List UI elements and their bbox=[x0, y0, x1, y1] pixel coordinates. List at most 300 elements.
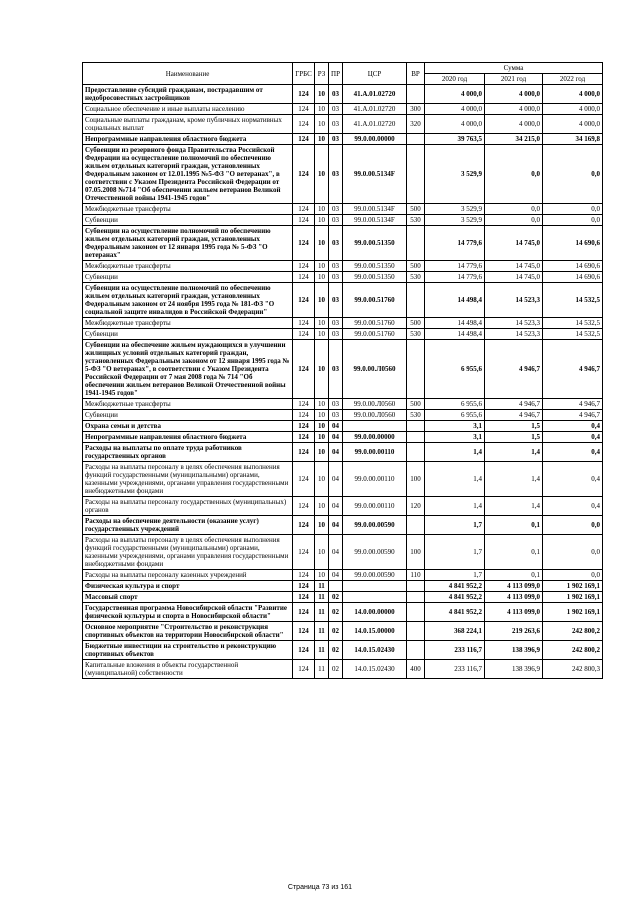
cell-sum-2022: 1 902 169,1 bbox=[543, 581, 603, 592]
cell-sum-2020: 4 000,0 bbox=[425, 115, 485, 134]
cell-vr: 530 bbox=[407, 272, 425, 283]
cell-pr: 04 bbox=[329, 421, 343, 432]
cell-sum-2020: 4 841 952,2 bbox=[425, 592, 485, 603]
header-csr: ЦСР bbox=[343, 63, 407, 85]
cell-name: Субвенции на обеспечение жильем нуждающихся в улучшении жилищных условий отдельных категорий граждан, установленных Федеральным законом от 12 января 1995 года № 5-ФЗ "О ветеранах", в соответствии с Указом Президента Российской Федерации от 7 мая 2008 года № 714 "Об обеспечении жильем ветеранов Великой Отечественной войны 1941-1945 годов" bbox=[83, 340, 293, 399]
table-row bbox=[83, 145, 603, 204]
cell-grbs: 124 bbox=[293, 516, 315, 535]
cell-sum-2022: 0,0 bbox=[543, 570, 603, 581]
cell-csr: 99.0.00.00110 bbox=[343, 443, 407, 462]
table-row bbox=[83, 603, 603, 622]
cell-sum-2021: 4 000,0 bbox=[485, 85, 543, 104]
cell-sum-2020: 233 116,7 bbox=[425, 641, 485, 660]
table-row bbox=[83, 516, 603, 535]
table-row bbox=[83, 581, 603, 592]
cell-csr: 41.А.01.02720 bbox=[343, 115, 407, 134]
cell-sum-2020: 14 779,6 bbox=[425, 226, 485, 261]
cell-csr: 99.0.00.00110 bbox=[343, 462, 407, 497]
cell-sum-2021: 4 113 099,0 bbox=[485, 592, 543, 603]
cell-name: Расходы на выплаты персоналу в целях обеспечения выполнения функций государственными (муниципальными) органами, казенными учреждениями, органами управления государственными внебюджетными фондами bbox=[83, 535, 293, 570]
cell-rz: 10 bbox=[315, 104, 329, 115]
cell-pr: 03 bbox=[329, 399, 343, 410]
cell-name: Субвенции bbox=[83, 410, 293, 421]
cell-sum-2020: 1,4 bbox=[425, 443, 485, 462]
cell-csr: 99.0.00.51350 bbox=[343, 261, 407, 272]
cell-rz: 10 bbox=[315, 204, 329, 215]
cell-sum-2020: 14 498,4 bbox=[425, 283, 485, 318]
table-row bbox=[83, 115, 603, 134]
budget-table bbox=[82, 62, 603, 679]
cell-csr: 99.0.00.51760 bbox=[343, 318, 407, 329]
cell-sum-2021: 14 745,0 bbox=[485, 272, 543, 283]
cell-grbs: 124 bbox=[293, 570, 315, 581]
table-row bbox=[83, 421, 603, 432]
cell-name: Социальные выплаты гражданам, кроме публичных нормативных социальных выплат bbox=[83, 115, 293, 134]
cell-pr: 03 bbox=[329, 329, 343, 340]
header-pr: ПР bbox=[329, 63, 343, 85]
table-row bbox=[83, 570, 603, 581]
cell-name: Охрана семьи и детства bbox=[83, 421, 293, 432]
cell-pr: 04 bbox=[329, 535, 343, 570]
cell-sum-2021: 0,1 bbox=[485, 516, 543, 535]
cell-pr: 03 bbox=[329, 134, 343, 145]
cell-rz: 10 bbox=[315, 145, 329, 204]
cell-grbs: 124 bbox=[293, 272, 315, 283]
cell-csr: 99.0.00.51350 bbox=[343, 226, 407, 261]
cell-pr: 03 bbox=[329, 283, 343, 318]
cell-rz: 10 bbox=[315, 535, 329, 570]
header-year-2022: 2022 год bbox=[543, 74, 603, 85]
cell-grbs: 124 bbox=[293, 261, 315, 272]
table-row bbox=[83, 432, 603, 443]
cell-vr: 120 bbox=[407, 497, 425, 516]
table-row bbox=[83, 134, 603, 145]
cell-vr: 100 bbox=[407, 462, 425, 497]
cell-sum-2022: 242 800,2 bbox=[543, 622, 603, 641]
cell-vr bbox=[407, 145, 425, 204]
table-row bbox=[83, 535, 603, 570]
cell-name: Расходы на выплаты персоналу казенных учреждений bbox=[83, 570, 293, 581]
cell-sum-2020: 6 955,6 bbox=[425, 340, 485, 399]
cell-csr: 41.А.01.02720 bbox=[343, 85, 407, 104]
cell-grbs: 124 bbox=[293, 104, 315, 115]
cell-vr bbox=[407, 516, 425, 535]
cell-csr: 14.0.15.02430 bbox=[343, 660, 407, 679]
cell-name: Социальное обеспечение и иные выплаты населению bbox=[83, 104, 293, 115]
cell-vr: 500 bbox=[407, 318, 425, 329]
cell-csr: 99.0.00.5134F bbox=[343, 215, 407, 226]
table-row bbox=[83, 215, 603, 226]
table-body bbox=[83, 85, 603, 679]
cell-vr bbox=[407, 85, 425, 104]
cell-rz: 10 bbox=[315, 215, 329, 226]
cell-rz: 10 bbox=[315, 329, 329, 340]
cell-sum-2020: 14 498,4 bbox=[425, 329, 485, 340]
cell-csr: 99.0.00.Л0560 bbox=[343, 340, 407, 399]
cell-sum-2022: 14 690,6 bbox=[543, 226, 603, 261]
cell-sum-2022: 0,0 bbox=[543, 204, 603, 215]
cell-name: Субвенции из резервного фонда Правительства Российской Федерации на осуществление полномочий по обеспечению жильем отдельных категорий граждан, установленных Федеральным законом от 12.01.1995 №5-ФЗ "О ветеранах", в соответствии с Указом Президента Российской Федерации от 07.05.2008 №714 "Об обеспечении жильем ветеранов Великой Отечественной войны 1941-1945 годов" bbox=[83, 145, 293, 204]
table-row bbox=[83, 283, 603, 318]
cell-grbs: 124 bbox=[293, 318, 315, 329]
cell-grbs: 124 bbox=[293, 462, 315, 497]
cell-name: Расходы на выплаты персоналу в целях обеспечения выполнения функций государственными (муниципальными) органами, казенными учреждениями, органами управления государственными внебюджетными фондами bbox=[83, 462, 293, 497]
cell-rz: 10 bbox=[315, 516, 329, 535]
cell-csr: 99.0.00.5134F bbox=[343, 145, 407, 204]
cell-sum-2022: 14 532,5 bbox=[543, 318, 603, 329]
cell-sum-2022: 14 532,5 bbox=[543, 329, 603, 340]
table-row bbox=[83, 622, 603, 641]
cell-pr: 04 bbox=[329, 462, 343, 497]
cell-sum-2022: 0,4 bbox=[543, 432, 603, 443]
cell-sum-2020: 3,1 bbox=[425, 421, 485, 432]
cell-rz: 10 bbox=[315, 115, 329, 134]
cell-grbs: 124 bbox=[293, 497, 315, 516]
cell-grbs: 124 bbox=[293, 603, 315, 622]
cell-csr: 99.0.00.00590 bbox=[343, 570, 407, 581]
cell-grbs: 124 bbox=[293, 410, 315, 421]
cell-vr: 300 bbox=[407, 104, 425, 115]
cell-pr: 03 bbox=[329, 85, 343, 104]
cell-pr: 03 bbox=[329, 272, 343, 283]
cell-rz: 10 bbox=[315, 272, 329, 283]
cell-sum-2020: 14 779,6 bbox=[425, 261, 485, 272]
cell-vr: 320 bbox=[407, 115, 425, 134]
cell-csr: 99.0.00.00590 bbox=[343, 535, 407, 570]
cell-pr: 03 bbox=[329, 226, 343, 261]
cell-sum-2021: 4 946,7 bbox=[485, 410, 543, 421]
cell-sum-2022: 4 000,0 bbox=[543, 85, 603, 104]
cell-pr: 04 bbox=[329, 570, 343, 581]
cell-grbs: 124 bbox=[293, 535, 315, 570]
cell-vr bbox=[407, 134, 425, 145]
cell-sum-2020: 14 498,4 bbox=[425, 318, 485, 329]
cell-rz: 10 bbox=[315, 318, 329, 329]
cell-vr: 530 bbox=[407, 410, 425, 421]
cell-rz: 10 bbox=[315, 432, 329, 443]
cell-pr: 03 bbox=[329, 215, 343, 226]
cell-sum-2022: 14 690,6 bbox=[543, 272, 603, 283]
cell-pr: 02 bbox=[329, 603, 343, 622]
cell-name: Капитальные вложения в объекты государственной (муниципальной) собственности bbox=[83, 660, 293, 679]
cell-sum-2022: 0,0 bbox=[543, 516, 603, 535]
cell-name: Субвенции на осуществление полномочий по обеспечению жильем отдельных категорий граждан, установленных Федеральным законом от 24 ноября 1995 года № 181-ФЗ "О социальной защите инвалидов в Российской Федерации" bbox=[83, 283, 293, 318]
cell-csr: 99.0.00.00000 bbox=[343, 134, 407, 145]
cell-pr: 03 bbox=[329, 145, 343, 204]
cell-vr bbox=[407, 622, 425, 641]
table-row bbox=[83, 660, 603, 679]
cell-rz: 11 bbox=[315, 581, 329, 592]
cell-sum-2022: 242 800,3 bbox=[543, 660, 603, 679]
cell-sum-2020: 233 116,7 bbox=[425, 660, 485, 679]
cell-grbs: 124 bbox=[293, 581, 315, 592]
table-row bbox=[83, 410, 603, 421]
cell-csr: 14.0.00.00000 bbox=[343, 603, 407, 622]
cell-vr: 110 bbox=[407, 570, 425, 581]
cell-sum-2020: 4 000,0 bbox=[425, 104, 485, 115]
cell-sum-2022: 1 902 169,1 bbox=[543, 603, 603, 622]
cell-sum-2020: 14 779,6 bbox=[425, 272, 485, 283]
cell-sum-2022: 14 532,5 bbox=[543, 283, 603, 318]
cell-sum-2022: 14 690,6 bbox=[543, 261, 603, 272]
cell-sum-2021: 4 113 099,0 bbox=[485, 581, 543, 592]
cell-pr: 03 bbox=[329, 410, 343, 421]
cell-grbs: 124 bbox=[293, 660, 315, 679]
cell-vr bbox=[407, 283, 425, 318]
cell-grbs: 124 bbox=[293, 399, 315, 410]
cell-sum-2020: 6 955,6 bbox=[425, 399, 485, 410]
cell-rz: 10 bbox=[315, 443, 329, 462]
cell-csr: 99.0.00.Л0560 bbox=[343, 399, 407, 410]
cell-csr: 14.0.15.02430 bbox=[343, 641, 407, 660]
cell-rz: 10 bbox=[315, 421, 329, 432]
cell-name: Государственная программа Новосибирской области "Развитие физической культуры и спорта в Новосибирской области" bbox=[83, 603, 293, 622]
cell-pr: 02 bbox=[329, 622, 343, 641]
cell-sum-2020: 1,4 bbox=[425, 462, 485, 497]
cell-vr bbox=[407, 603, 425, 622]
cell-sum-2021: 14 745,0 bbox=[485, 226, 543, 261]
cell-rz: 11 bbox=[315, 622, 329, 641]
cell-rz: 10 bbox=[315, 283, 329, 318]
cell-grbs: 124 bbox=[293, 215, 315, 226]
cell-grbs: 124 bbox=[293, 283, 315, 318]
cell-vr bbox=[407, 432, 425, 443]
cell-vr bbox=[407, 340, 425, 399]
header-year-2020: 2020 год bbox=[425, 74, 485, 85]
cell-sum-2021: 1,4 bbox=[485, 443, 543, 462]
header-year-2021: 2021 год bbox=[485, 74, 543, 85]
cell-grbs: 124 bbox=[293, 204, 315, 215]
cell-pr: 04 bbox=[329, 432, 343, 443]
cell-vr bbox=[407, 592, 425, 603]
cell-vr: 500 bbox=[407, 204, 425, 215]
cell-pr: 02 bbox=[329, 592, 343, 603]
cell-grbs: 124 bbox=[293, 641, 315, 660]
cell-rz: 10 bbox=[315, 497, 329, 516]
cell-sum-2021: 0,0 bbox=[485, 215, 543, 226]
table-row bbox=[83, 340, 603, 399]
cell-csr: 99.0.00.51350 bbox=[343, 272, 407, 283]
cell-csr: 41.А.01.02720 bbox=[343, 104, 407, 115]
cell-sum-2021: 4 000,0 bbox=[485, 115, 543, 134]
cell-sum-2021: 4 946,7 bbox=[485, 340, 543, 399]
cell-sum-2022: 0,0 bbox=[543, 215, 603, 226]
cell-sum-2020: 368 224,1 bbox=[425, 622, 485, 641]
cell-sum-2021: 0,1 bbox=[485, 570, 543, 581]
cell-csr: 99.0.00.51760 bbox=[343, 329, 407, 340]
cell-sum-2022: 0,0 bbox=[543, 145, 603, 204]
cell-rz: 10 bbox=[315, 134, 329, 145]
cell-sum-2020: 39 763,5 bbox=[425, 134, 485, 145]
cell-sum-2022: 0,4 bbox=[543, 497, 603, 516]
cell-name: Основное мероприятие "Строительство и реконструкция спортивных объектов на территории Новосибирской области" bbox=[83, 622, 293, 641]
cell-grbs: 124 bbox=[293, 592, 315, 603]
cell-vr bbox=[407, 443, 425, 462]
cell-sum-2021: 4 113 099,0 bbox=[485, 603, 543, 622]
cell-sum-2022: 4 946,7 bbox=[543, 340, 603, 399]
cell-name: Субвенции bbox=[83, 329, 293, 340]
cell-rz: 10 bbox=[315, 399, 329, 410]
cell-sum-2021: 14 523,3 bbox=[485, 283, 543, 318]
cell-sum-2021: 1,4 bbox=[485, 462, 543, 497]
table-row bbox=[83, 272, 603, 283]
cell-pr: 03 bbox=[329, 261, 343, 272]
header-sum: Сумма bbox=[425, 63, 603, 74]
cell-sum-2020: 6 955,6 bbox=[425, 410, 485, 421]
cell-rz: 11 bbox=[315, 660, 329, 679]
cell-sum-2020: 4 841 952,2 bbox=[425, 603, 485, 622]
cell-sum-2021: 1,5 bbox=[485, 432, 543, 443]
cell-sum-2022: 4 000,0 bbox=[543, 104, 603, 115]
cell-sum-2022: 4 946,7 bbox=[543, 399, 603, 410]
cell-vr bbox=[407, 226, 425, 261]
cell-sum-2021: 1,4 bbox=[485, 497, 543, 516]
cell-csr: 99.0.00.5134F bbox=[343, 204, 407, 215]
cell-sum-2020: 1,4 bbox=[425, 497, 485, 516]
cell-sum-2020: 1,7 bbox=[425, 516, 485, 535]
cell-sum-2022: 4 946,7 bbox=[543, 410, 603, 421]
cell-pr: 02 bbox=[329, 660, 343, 679]
cell-sum-2020: 4 841 952,2 bbox=[425, 581, 485, 592]
table-row bbox=[83, 443, 603, 462]
cell-grbs: 124 bbox=[293, 115, 315, 134]
cell-pr: 04 bbox=[329, 497, 343, 516]
cell-rz: 10 bbox=[315, 462, 329, 497]
cell-rz: 10 bbox=[315, 340, 329, 399]
cell-name: Массовый спорт bbox=[83, 592, 293, 603]
table-row bbox=[83, 318, 603, 329]
cell-rz: 10 bbox=[315, 261, 329, 272]
cell-csr: 99.0.00.Л0560 bbox=[343, 410, 407, 421]
cell-sum-2021: 14 523,3 bbox=[485, 318, 543, 329]
cell-csr: 99.0.00.00000 bbox=[343, 432, 407, 443]
cell-grbs: 124 bbox=[293, 134, 315, 145]
cell-sum-2020: 1,7 bbox=[425, 535, 485, 570]
cell-sum-2021: 219 263,6 bbox=[485, 622, 543, 641]
cell-grbs: 124 bbox=[293, 226, 315, 261]
cell-sum-2022: 34 169,8 bbox=[543, 134, 603, 145]
cell-vr: 100 bbox=[407, 535, 425, 570]
cell-name: Бюджетные инвестиции на строительство и реконструкцию спортивных объектов bbox=[83, 641, 293, 660]
cell-sum-2021: 34 215,0 bbox=[485, 134, 543, 145]
cell-pr: 02 bbox=[329, 641, 343, 660]
cell-pr: 04 bbox=[329, 443, 343, 462]
cell-name: Межбюджетные трансферты bbox=[83, 318, 293, 329]
cell-rz: 11 bbox=[315, 603, 329, 622]
cell-sum-2021: 14 745,0 bbox=[485, 261, 543, 272]
cell-name: Расходы на обеспечение деятельности (оказание услуг) государственных учреждений bbox=[83, 516, 293, 535]
cell-sum-2020: 3 529,9 bbox=[425, 145, 485, 204]
budget-table-page bbox=[82, 62, 602, 679]
header-vr: ВР bbox=[407, 63, 425, 85]
cell-grbs: 124 bbox=[293, 622, 315, 641]
cell-pr: 03 bbox=[329, 104, 343, 115]
cell-sum-2020: 4 000,0 bbox=[425, 85, 485, 104]
cell-name: Межбюджетные трансферты bbox=[83, 261, 293, 272]
cell-sum-2020: 3,1 bbox=[425, 432, 485, 443]
cell-rz: 11 bbox=[315, 592, 329, 603]
cell-grbs: 124 bbox=[293, 329, 315, 340]
cell-sum-2020: 3 529,9 bbox=[425, 215, 485, 226]
cell-csr: 99.0.00.00110 bbox=[343, 497, 407, 516]
cell-name: Непрограммные направления областного бюджета bbox=[83, 432, 293, 443]
cell-name: Межбюджетные трансферты bbox=[83, 204, 293, 215]
cell-pr: 04 bbox=[329, 516, 343, 535]
cell-sum-2021: 138 396,9 bbox=[485, 660, 543, 679]
cell-sum-2021: 0,0 bbox=[485, 145, 543, 204]
cell-name: Непрограммные направления областного бюджета bbox=[83, 134, 293, 145]
cell-sum-2021: 1,5 bbox=[485, 421, 543, 432]
table-row bbox=[83, 399, 603, 410]
cell-vr bbox=[407, 641, 425, 660]
table-row bbox=[83, 104, 603, 115]
cell-rz: 10 bbox=[315, 85, 329, 104]
cell-csr: 99.0.00.51760 bbox=[343, 283, 407, 318]
cell-pr bbox=[329, 581, 343, 592]
cell-sum-2022: 0,4 bbox=[543, 443, 603, 462]
cell-csr bbox=[343, 581, 407, 592]
cell-csr: 99.0.00.00590 bbox=[343, 516, 407, 535]
cell-grbs: 124 bbox=[293, 340, 315, 399]
header-rz: РЗ bbox=[315, 63, 329, 85]
table-row bbox=[83, 462, 603, 497]
cell-rz: 10 bbox=[315, 226, 329, 261]
cell-name: Физическая культура и спорт bbox=[83, 581, 293, 592]
cell-vr bbox=[407, 421, 425, 432]
cell-sum-2021: 4 000,0 bbox=[485, 104, 543, 115]
cell-grbs: 124 bbox=[293, 432, 315, 443]
cell-name: Расходы на выплаты персоналу государственных (муниципальных) органов bbox=[83, 497, 293, 516]
cell-grbs: 124 bbox=[293, 421, 315, 432]
cell-name: Межбюджетные трансферты bbox=[83, 399, 293, 410]
cell-pr: 03 bbox=[329, 204, 343, 215]
table-row bbox=[83, 85, 603, 104]
cell-csr: 14.0.15.00000 bbox=[343, 622, 407, 641]
cell-sum-2022: 0,4 bbox=[543, 421, 603, 432]
table-row bbox=[83, 497, 603, 516]
cell-rz: 10 bbox=[315, 410, 329, 421]
cell-rz: 11 bbox=[315, 641, 329, 660]
cell-vr: 530 bbox=[407, 329, 425, 340]
cell-rz: 10 bbox=[315, 570, 329, 581]
cell-sum-2022: 0,4 bbox=[543, 462, 603, 497]
cell-pr: 03 bbox=[329, 115, 343, 134]
table-row bbox=[83, 261, 603, 272]
cell-csr bbox=[343, 421, 407, 432]
cell-vr: 530 bbox=[407, 215, 425, 226]
cell-name: Субвенции на осуществление полномочий по обеспечению жильем отдельных категорий граждан, установленных Федеральным законом от 12 января 1995 года № 5-ФЗ "О ветеранах" bbox=[83, 226, 293, 261]
cell-csr bbox=[343, 592, 407, 603]
cell-grbs: 124 bbox=[293, 85, 315, 104]
cell-name: Субвенции bbox=[83, 272, 293, 283]
header-name: Наименование bbox=[83, 63, 293, 85]
cell-vr: 400 bbox=[407, 660, 425, 679]
cell-sum-2022: 242 800,2 bbox=[543, 641, 603, 660]
table-row bbox=[83, 592, 603, 603]
cell-sum-2022: 4 000,0 bbox=[543, 115, 603, 134]
cell-pr: 03 bbox=[329, 340, 343, 399]
cell-grbs: 124 bbox=[293, 145, 315, 204]
cell-sum-2021: 0,1 bbox=[485, 535, 543, 570]
table-row bbox=[83, 329, 603, 340]
cell-pr: 03 bbox=[329, 318, 343, 329]
header-grbs: ГРБС bbox=[293, 63, 315, 85]
table-row bbox=[83, 226, 603, 261]
cell-vr: 500 bbox=[407, 261, 425, 272]
cell-vr: 500 bbox=[407, 399, 425, 410]
cell-name: Предоставление субсидий гражданам, пострадавшим от недобросовестных застройщиков bbox=[83, 85, 293, 104]
cell-sum-2020: 3 529,9 bbox=[425, 204, 485, 215]
